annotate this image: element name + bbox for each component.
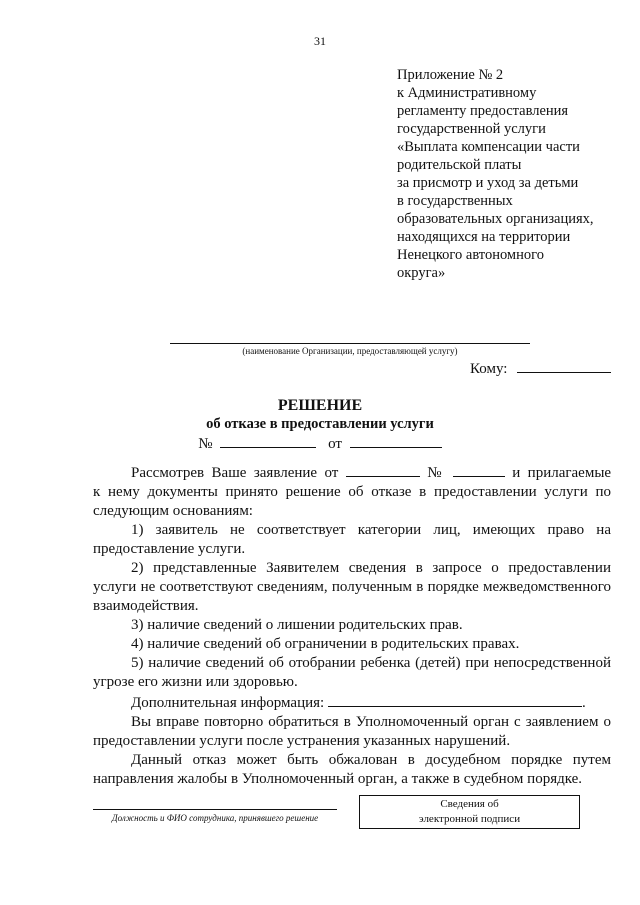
reason-item: 1) заявитель не соответствует категории лиц, имеющих право на предоставление услуги. — [93, 522, 611, 557]
reason-item: 3) наличие сведений о лишении родительских прав. — [131, 617, 463, 633]
decision-number-line — [0, 433, 640, 453]
appendix-line: за присмотр и уход за детьми — [397, 175, 579, 191]
recipient-label: Кому: — [470, 361, 508, 377]
document-subtitle: об отказе в предоставлении услуги — [206, 416, 434, 432]
appendix-line: Ненецкого автономного — [397, 247, 544, 263]
date-label: от — [328, 436, 342, 452]
appendix-line: «Выплата компенсации части — [397, 139, 580, 155]
appendix-line: Приложение № 2 — [397, 67, 504, 83]
appendix-line: образовательных организациях, — [397, 211, 594, 227]
e-signature-box — [359, 795, 580, 829]
additional-info-line: Дополнительная информация: . — [93, 692, 611, 713]
appeal-paragraph: Данный отказ может быть обжалован в досудебном порядке путем направления жалобы в Уполномоченный орган, а также в судебном порядке. — [93, 752, 611, 787]
number-label: № — [198, 436, 213, 452]
signature-line[interactable] — [93, 809, 337, 810]
appendix-line: к Административному — [397, 85, 537, 101]
appendix-line: в государственных — [397, 193, 513, 209]
intro-continuation: к нему документы принято решение об отказе в предоставлении услуги по следующим основаниям: — [93, 484, 611, 519]
signature-caption: Должность и ФИО сотрудника, принявшего решение — [111, 813, 319, 823]
document-title: РЕШЕНИЕ — [277, 397, 363, 414]
page-number: 31 — [314, 34, 326, 48]
recipient-blank[interactable] — [517, 358, 611, 373]
additional-info-label: Дополнительная информация: — [131, 695, 325, 711]
intro-line — [93, 462, 611, 483]
appendix-line: округа» — [397, 265, 446, 281]
decision-date-blank[interactable] — [350, 433, 442, 448]
intro-text-end: и прилагаемые — [512, 465, 612, 481]
reason-item: 2) представленные Заявителем сведения в запросе о предоставлении услуги не соответствуют сведениям, полученным в порядке межведомственного взаимодействия. — [93, 560, 611, 614]
organization-name-line[interactable] — [170, 343, 530, 344]
intro-number-label: № — [427, 465, 446, 481]
appendix-line: находящихся на территории — [397, 229, 571, 245]
appendix-line: государственной услуги — [397, 121, 546, 137]
e-signature-line1: Сведения об — [440, 798, 499, 810]
recipient-field — [470, 358, 611, 378]
decision-number-blank[interactable] — [220, 433, 316, 448]
reason-item: 4) наличие сведений об ограничении в родительских правах. — [131, 636, 520, 652]
organization-caption: (наименование Организации, предоставляющей услугу) — [242, 346, 458, 356]
repeat-paragraph: Вы вправе повторно обратиться в Уполномоченный орган с заявлением о предоставлении услуги после устранения указанных нарушений. — [93, 714, 611, 749]
application-number-blank[interactable] — [453, 462, 505, 477]
appendix-line: родительской платы — [397, 157, 522, 173]
reason-item: 5) наличие сведений об отобрании ребенка (детей) при непосредственной угрозе его жизни или здоровью. — [93, 655, 611, 690]
decision-body — [93, 462, 611, 789]
intro-text: Рассмотрев Ваше заявление от — [131, 465, 339, 481]
appendix-header — [397, 66, 617, 282]
e-signature-line2: электронной подписи — [418, 813, 521, 825]
appendix-line: регламенту предоставления — [397, 103, 569, 119]
additional-info-blank[interactable] — [328, 692, 582, 707]
application-date-blank[interactable] — [346, 462, 420, 477]
